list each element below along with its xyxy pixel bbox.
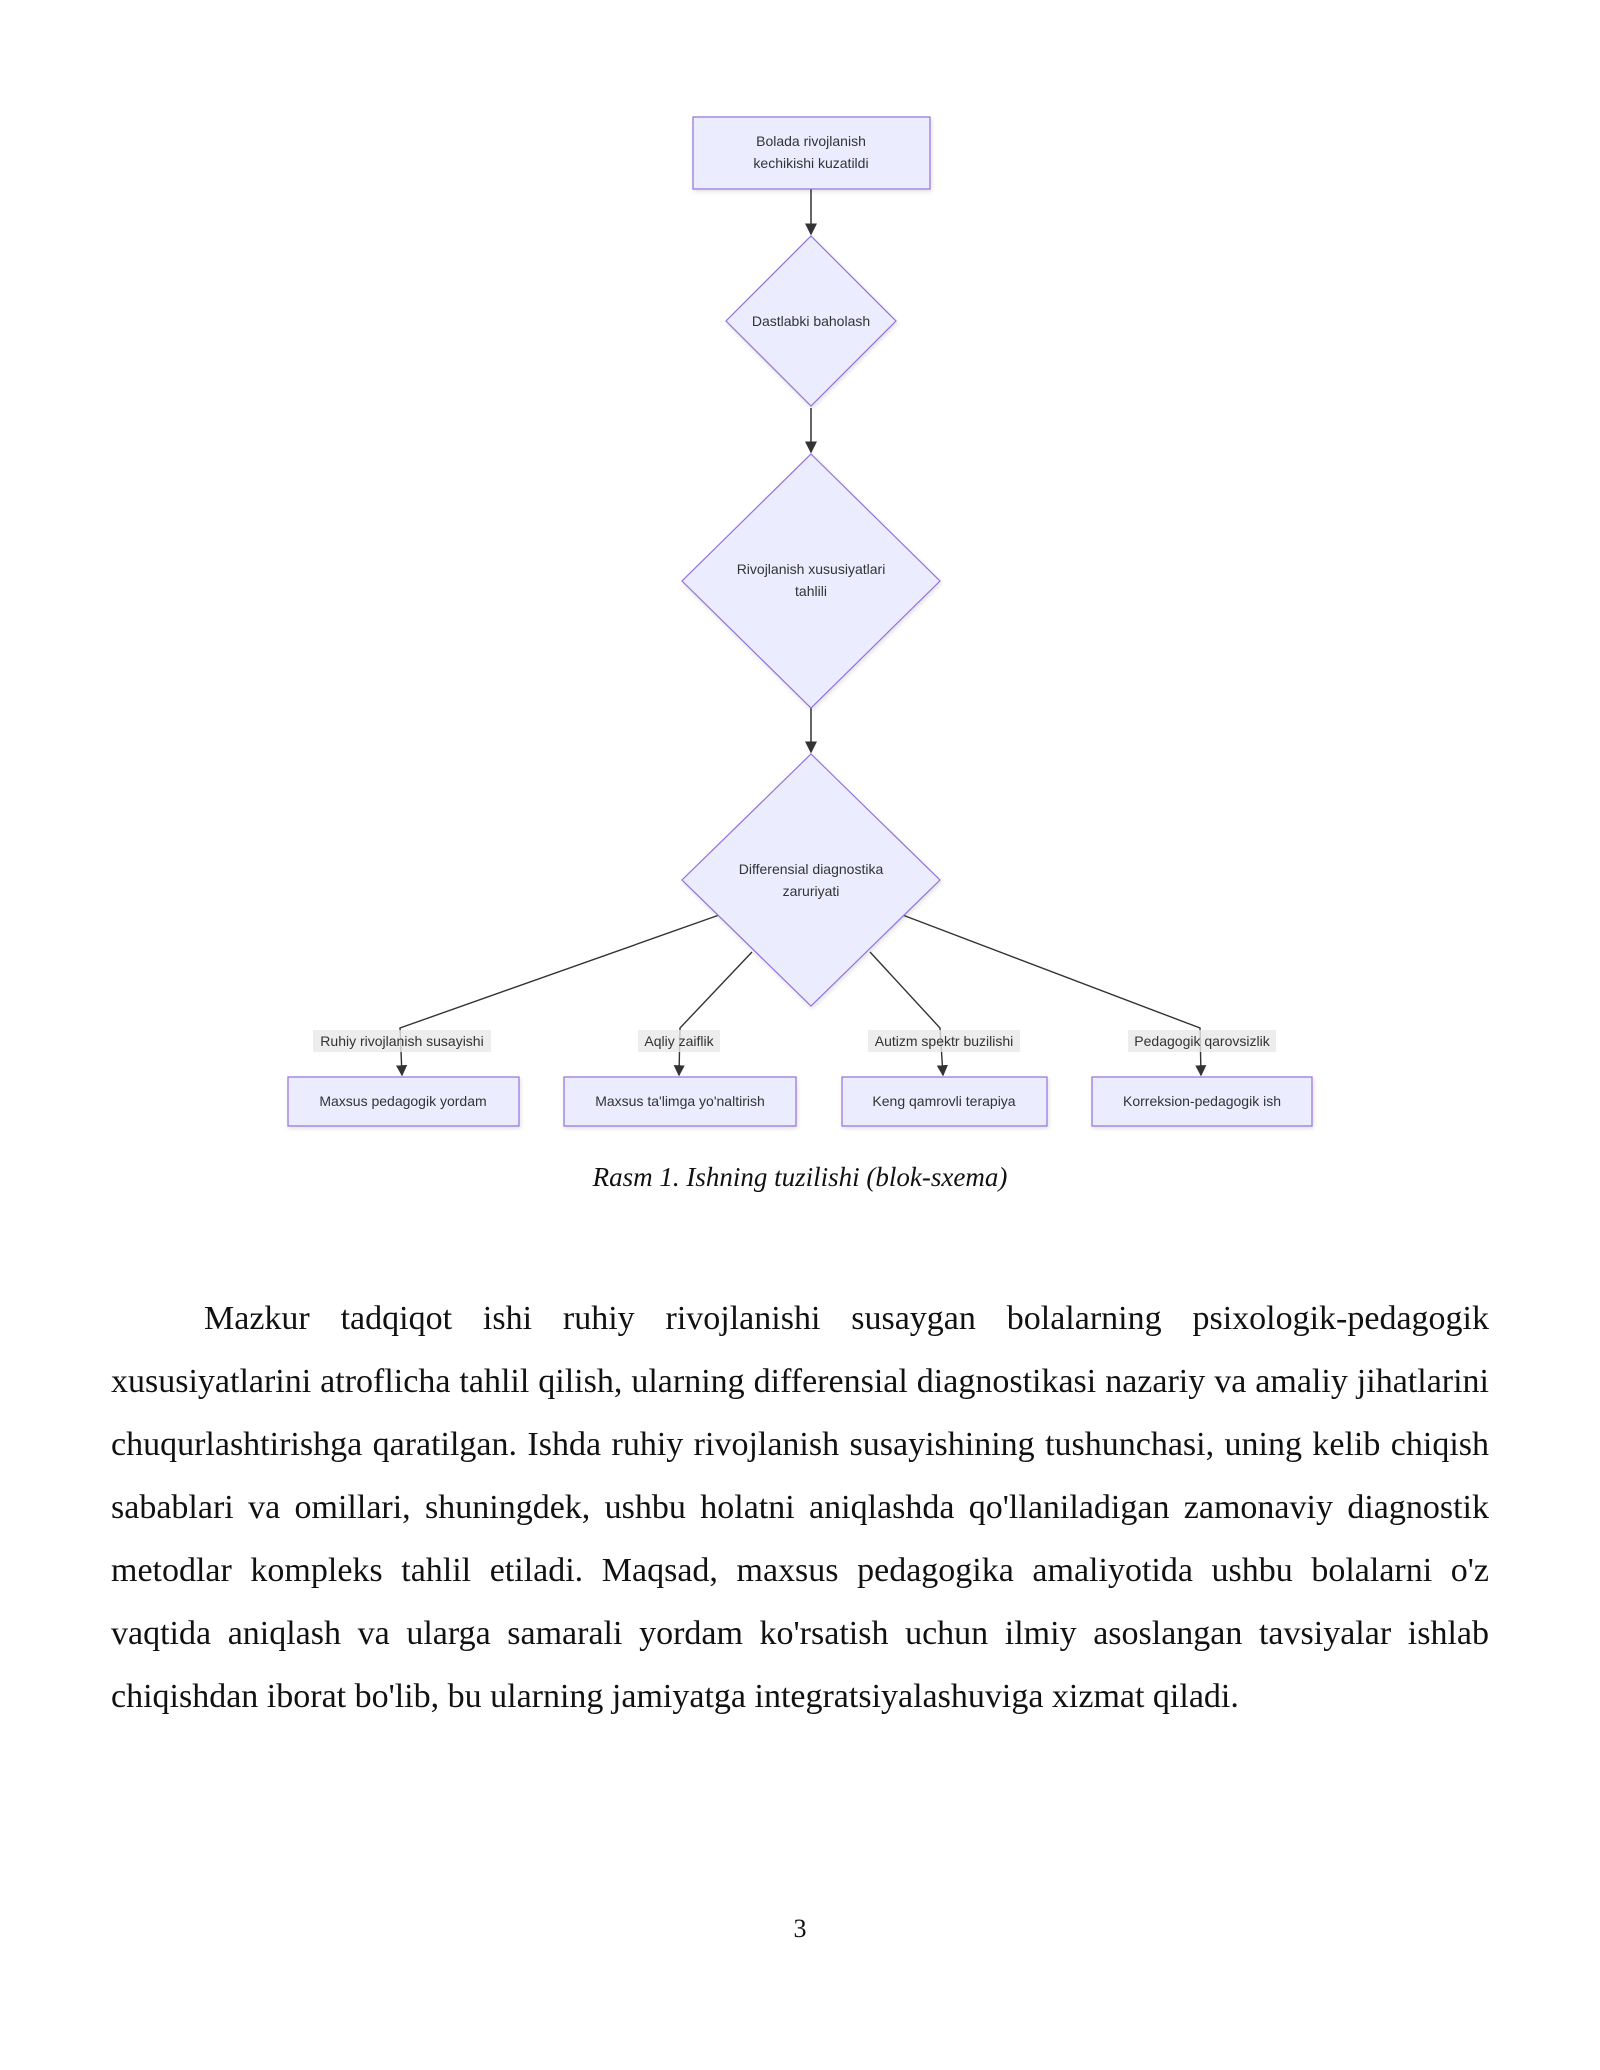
edge-label-4 [1128,1030,1276,1052]
result-node-3-text: Keng qamrovli terapiya [872,1093,1016,1109]
result-node-2 [564,1077,796,1126]
edge-label-4-text: Pedagogik qarovsizlik [1134,1033,1270,1049]
decision-3-line-2: zaruriyati [782,883,840,899]
edge-label-3-text: Autizm spektr buzilishi [874,1033,1014,1049]
edge-label-2-text: Aqliy zaiflik [644,1033,714,1049]
decision-2-line-2: tahlili [795,583,827,599]
decision-2-line-1: Rivojlanish xususiyatlari [736,561,886,577]
result-node-4 [1092,1077,1312,1126]
result-node-2-text: Maxsus ta'limga yo'naltirish [595,1093,765,1109]
page-number: 3 [793,1914,807,1943]
decision-node-differential-diagnostics [682,754,940,1006]
edge-label-1 [313,1030,491,1052]
start-node-line-1: Bolada rivojlanish [756,133,866,149]
decision-3-line-1: Differensial diagnostika [738,861,884,877]
decision-1-label: Dastlabki baholash [751,313,871,329]
edge-label-2 [638,1030,720,1052]
edge-label-3 [868,1030,1020,1052]
decision-node-initial-assessment [726,236,896,406]
figure-caption: Rasm 1. Ishning tuzilishi (blok-sxema) [592,1162,1008,1192]
result-node-3 [842,1077,1047,1126]
result-node-1-text: Maxsus pedagogik yordam [319,1093,487,1109]
branch-connector-3 [870,952,943,1075]
result-node-4-text: Korreksion-pedagogik ish [1123,1093,1281,1109]
start-node [693,117,930,189]
body-paragraph: Mazkur tadqiqot ishi ruhiy rivojlanishi susaygan bolalarning psixologik-pedagogik xususiyatlarini atroflicha tahlil qilish, ularning differensial diagnostikasi nazariy va amaliy jihatlarini chuqurlashtirishga qaratilgan. Ishda ruhiy rivojlanish susayishining tushunchasi, uning kelib chiqish sabablari va omillari, shuningdek, ushbu holatni aniqlashda qo'llaniladigan zamonaviy diagnostik metodlar kompleks tahlil etiladi. Maqsad, maxsus pedagogika amaliyotida ushbu bolalarni o'z vaqtida aniqlash va ularga samarali yordam ko'rsatish uchun ilmiy asoslangan tavsiyalar ishlab chiqishdan iborat bo'lib, bu ularning jamiyatga integratsiyalashuviga xizmat qiladi. [111,1300,1489,1715]
decision-node-development-analysis [682,454,940,708]
start-node-line-2: kechikishi kuzatildi [753,155,869,171]
result-node-1 [288,1077,519,1126]
branch-connector-2 [679,952,752,1075]
edge-label-1-text: Ruhiy rivojlanish susayishi [320,1033,484,1049]
